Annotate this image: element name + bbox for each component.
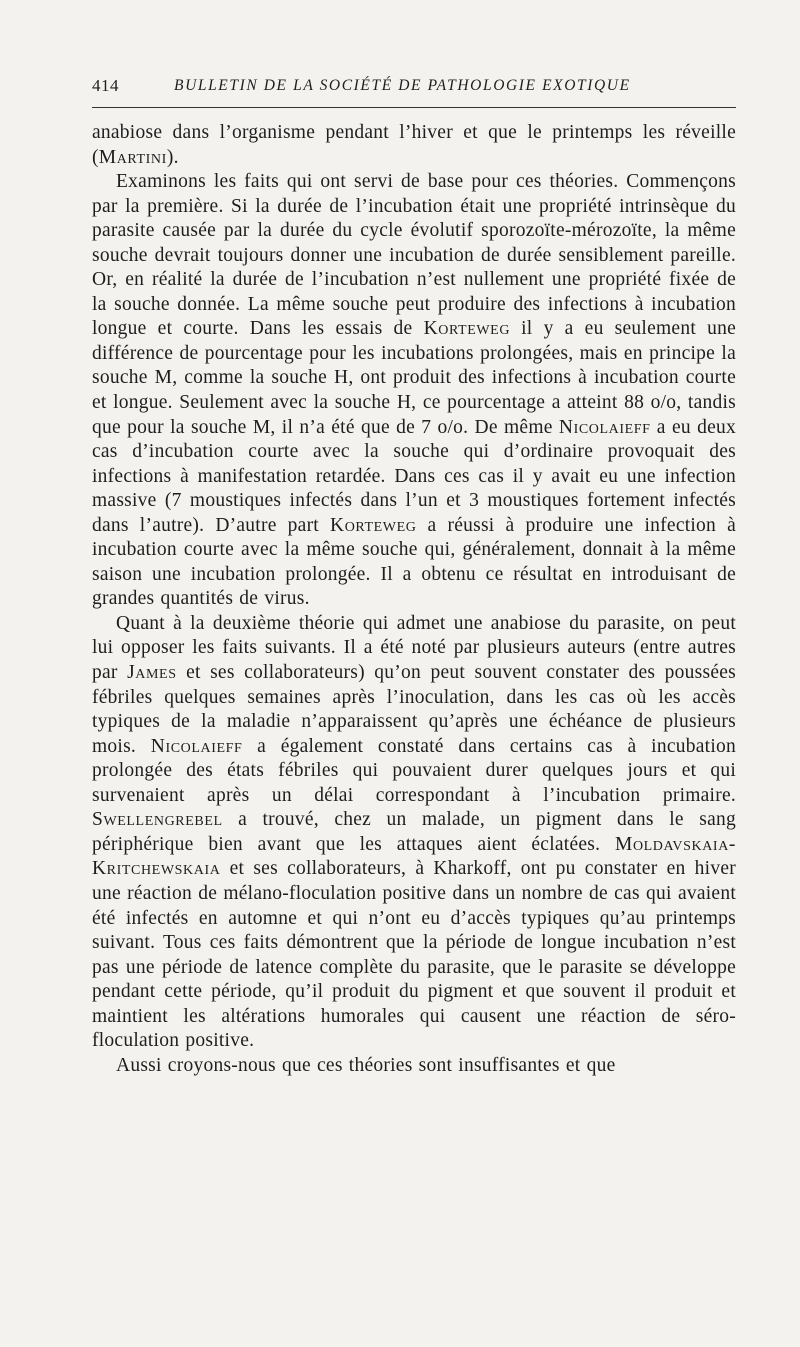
- text-run: a également constaté dans certains cas à incubation prolongée des états fébriles qui pouvaient durer quelques jours et qui survenaient après un délai correspondant à l’incubation primaire.: [92, 735, 736, 806]
- text-run: et ses collaborateurs) qu’on peut souvent constater des poussées fébriles quelques semaines après l’inoculation, dans les cas où les accès typiques de la maladie n’apparaissent qu’après une échéance de plusieurs mois.: [92, 662, 736, 757]
- text-run: Quant à la deuxième théorie qui admet une anabiose du parasite, on peut lui opposer les faits suivants. Il a été noté par plusieurs auteurs (entre autres par: [92, 612, 736, 684]
- text-run: il y a eu seulement une différence de pourcentage pour les incubations prolongées, mais en principe la souche M, comme la souche H, ont produit des infections à incubation courte et longue. Seulement avec la souche H, ce pourcentage a atteint 88 o/o, tandis que pour la souche M, il n’a été que de 7 o/o. De même: [92, 318, 736, 438]
- text-run: a eu deux cas d’incubation courte avec la souche qui d’ordinaire provoquait des infections à manifestation retardée. Dans ces cas il y avait eu une infection massive (7 moustiques infectés dans l’un et 3 moustiques fortement infectés dans l’autre). D’autre part: [92, 416, 737, 536]
- author-name: James: [127, 662, 177, 684]
- author-name: Nicolaieff: [558, 416, 651, 438]
- paragraph: [92, 121, 736, 170]
- text-run: anabiose dans l’organisme pendant l’hiver et que le printemps les réveille (: [92, 122, 736, 168]
- paragraph: [92, 612, 736, 1054]
- paragraph: [92, 1054, 736, 1079]
- author-name: Korteweg: [330, 514, 417, 536]
- body-text: [92, 121, 736, 1078]
- text-run: ).: [166, 146, 179, 168]
- text-run: a trouvé, chez un malade, un pigment dans le sang périphérique bien avant que les attaques aient éclatées.: [92, 809, 736, 855]
- journal-title: BULLETIN DE LA SOCIÉTÉ DE PATHOLOGIE EXOTIQUE: [174, 77, 631, 94]
- author-name: Korteweg: [423, 318, 511, 340]
- header-rule: [92, 107, 736, 108]
- text-run: a réussi à produire une infection à incubation courte avec la même souche qui, généralement, donnait à la même saison une incubation prolongée. Il a obtenu ce résultat en introduisant de grandes quantités de virus.: [92, 514, 736, 610]
- author-name: Swellengrebel: [92, 809, 223, 831]
- text-run: et ses collaborateurs, à Kharkoff, ont pu constater en hiver une réaction de mélano-floculation positive dans un nombre de cas qui avaient été infectés en automne et qui n’ont eu d’accès typiques qu’au printemps suivant. Tous ces faits démontrent que la période de longue incubation n’est pas une période de latence complète du parasite, que le parasite se développe pendant cette période, qu’il produit du pigment et que souvent il produit et maintient les altérations humorales qui causent une réaction de séro-floculation positive.: [92, 858, 736, 1052]
- text-run: Aussi croyons-nous que ces théories sont insuffisantes et que: [116, 1054, 616, 1076]
- page-number: 414: [92, 76, 119, 95]
- paragraph: [92, 170, 736, 612]
- author-name: Moldavskaia-Kritchewskaia: [92, 833, 736, 880]
- author-name: Martini: [98, 146, 167, 168]
- author-name: Nicolaieff: [150, 735, 243, 757]
- running-header: [92, 74, 736, 104]
- text-run: Examinons les faits qui ont servi de base pour ces théories. Commençons par la première. Si la durée de l’incubation était une propriété intrinsèque du parasite causée par la durée du cycle évolutif sporozoïte-mérozoïte, la même souche devrait toujours donner une incubation de durée sensiblement pareille. Or, en réalité la durée de l’incubation n’est nullement une propriété fixée de la souche donnée. La même souche peut produire des infections à incubation longue et courte. Dans les essais de: [92, 171, 736, 340]
